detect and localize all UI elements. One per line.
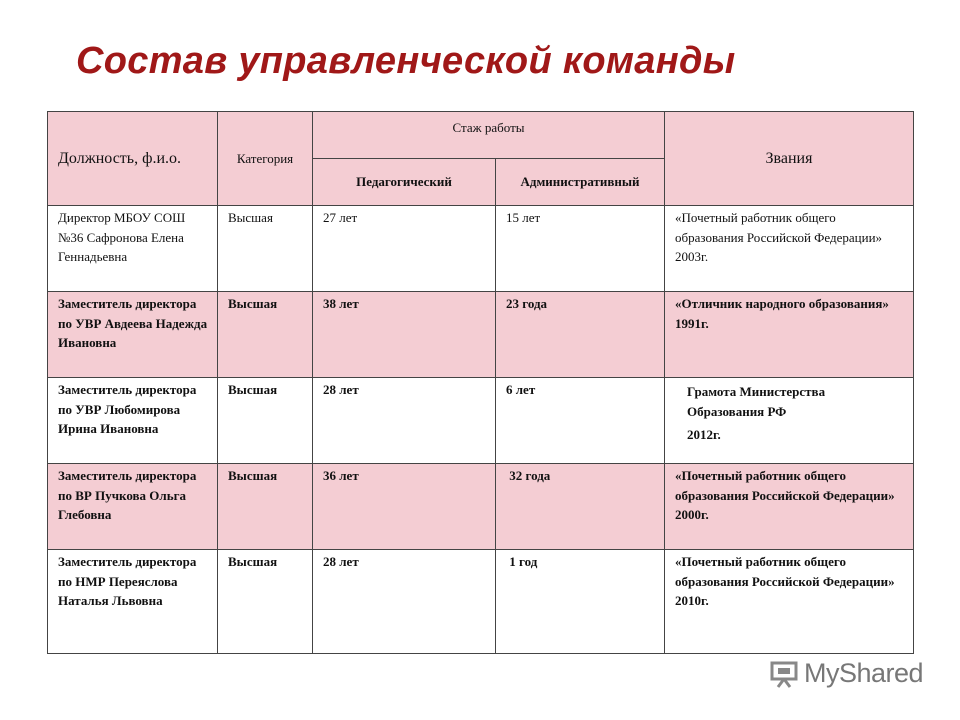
award-year: 2003г. [675,249,709,264]
cell-pedagogical: 28 лет [313,378,496,464]
cell-award [665,292,914,378]
cell-name: Заместитель директора по УВР Любомирова Ирина Ивановна [48,378,218,464]
award-text: Грамота Министерства Образования РФ [687,384,826,419]
header-administrative: Административный [496,159,665,206]
cell-pedagogical: 28 лет [313,550,496,654]
cell-category: Высшая [218,464,313,550]
cell-award [665,378,914,464]
award-text: «Почетный работник общего образования Российской Федерации» [675,554,895,589]
cell-pedagogical: 36 лет [313,464,496,550]
header-position: Должность, ф.и.о. [48,112,218,206]
cell-name: Заместитель директора по ВР Пучкова Ольга Глебовна [48,464,218,550]
award-year: 2010г. [675,593,709,608]
cell-administrative: 1 год [496,550,665,654]
cell-category: Высшая [218,292,313,378]
header-pedagogical: Педагогический [313,159,496,206]
cell-award [665,464,914,550]
presentation-icon [770,660,800,688]
cell-name: Директор МБОУ СОШ №36 Сафронова Елена Геннадьевна [48,206,218,292]
cell-name: Заместитель директора по УВР Авдеева Надежда Ивановна [48,292,218,378]
cell-pedagogical: 27 лет [313,206,496,292]
header-category: Категория [218,112,313,206]
page-title: Состав управленческой команды [76,40,736,82]
table-row [48,464,914,550]
table-row [48,550,914,654]
award-text: «Почетный работник общего образования Российской Федерации» [675,468,895,503]
cell-administrative: 23 года [496,292,665,378]
award-year: 2000г. [675,507,709,522]
table-row [48,292,914,378]
myshared-logo [770,658,923,689]
header-titles: Звания [665,112,914,206]
cell-name: Заместитель директора по НМР Переяслова Наталья Львовна [48,550,218,654]
management-team-table [47,111,914,654]
table-row [48,206,914,292]
cell-administrative: 6 лет [496,378,665,464]
cell-pedagogical: 38 лет [313,292,496,378]
cell-category: Высшая [218,550,313,654]
header-experience: Стаж работы [313,112,665,159]
watermark-text: MyShared [804,658,924,688]
cell-award [665,550,914,654]
award-text: «Почетный работник общего образования Российской Федерации» [675,210,883,245]
cell-administrative: 32 года [496,464,665,550]
cell-category: Высшая [218,206,313,292]
award-text: «Отличник народного образования» [675,296,889,311]
cell-category: Высшая [218,378,313,464]
cell-administrative: 15 лет [496,206,665,292]
award-year: 2012г. [687,427,721,442]
award-year: 1991г. [675,315,709,331]
cell-award [665,206,914,292]
table-row [48,378,914,464]
